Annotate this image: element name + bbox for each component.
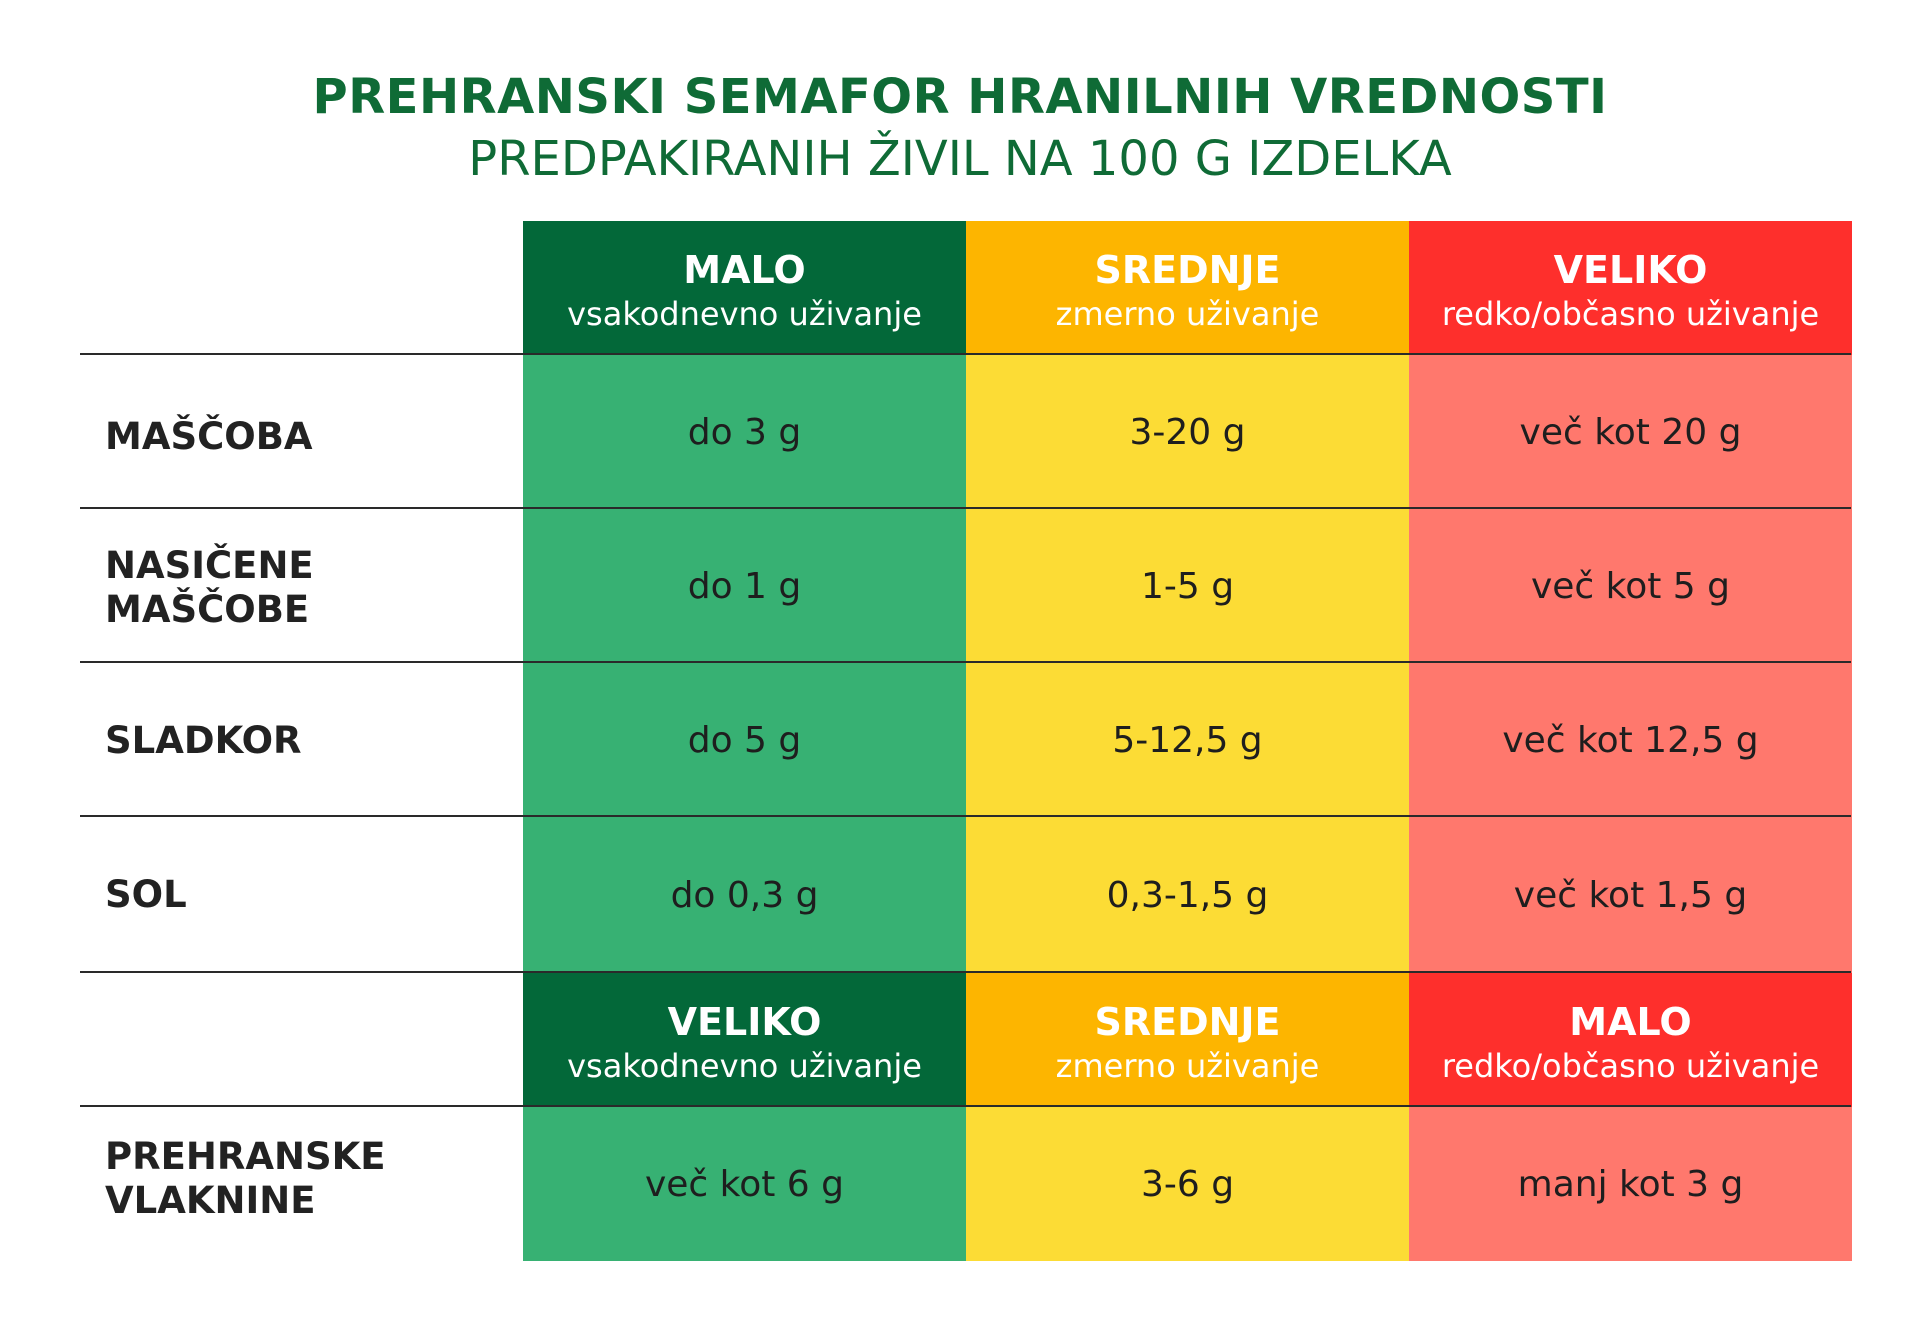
row-label-saturated-fat: NASIČENE MAŠČOBE <box>105 544 314 631</box>
cell-fiber-high: več kot 6 g <box>644 1163 845 1205</box>
header-top-high-level: VELIKO <box>1553 248 1708 292</box>
row-label-fiber: PREHRANSKE VLAKNINE <box>105 1135 386 1222</box>
cell-saturated-high: več kot 5 g <box>1530 565 1731 607</box>
divider-line <box>80 661 1851 663</box>
cell-sugar-low: do 5 g <box>687 719 802 761</box>
header-bottom-medium-level: SREDNJE <box>1094 1000 1281 1044</box>
header-top-high-sub: redko/občasno uživanje <box>1441 295 1820 333</box>
cell-saturated-medium: 1-5 g <box>1140 565 1235 607</box>
header-top-medium-level: SREDNJE <box>1094 248 1281 292</box>
cell-sugar-high: več kot 12,5 g <box>1502 719 1759 761</box>
header-top-low-level: MALO <box>683 248 806 292</box>
divider-line <box>80 507 1851 509</box>
row-label-fat: MAŠČOBA <box>105 415 313 458</box>
divider-line <box>80 971 1851 973</box>
cell-salt-low: do 0,3 g <box>670 874 819 916</box>
header-bottom-high-sub: vsakodnevno uživanje <box>567 1047 922 1085</box>
cell-fat-medium: 3-20 g <box>1129 411 1246 453</box>
cell-fat-high: več kot 20 g <box>1519 411 1742 453</box>
header-bottom-high <box>523 973 966 1107</box>
chart-subtitle: PREDPAKIRANIH ŽIVIL NA 100 G IZDELKA <box>468 131 1452 187</box>
cell-fiber-low: manj kot 3 g <box>1517 1163 1744 1205</box>
header-bottom-medium-sub: zmerno uživanje <box>1055 1047 1320 1085</box>
cell-fiber-medium: 3-6 g <box>1140 1163 1235 1205</box>
header-top-medium <box>966 221 1409 355</box>
cell-salt-medium: 0,3-1,5 g <box>1106 874 1269 916</box>
row-label-salt: SOL <box>105 873 187 916</box>
header-bottom-low-level: MALO <box>1569 1000 1692 1044</box>
header-bottom-low-sub: redko/občasno uživanje <box>1441 1047 1820 1085</box>
title-block <box>0 66 1920 190</box>
cell-salt-high: več kot 1,5 g <box>1513 874 1748 916</box>
divider-line <box>80 815 1851 817</box>
row-label-sugar: SLADKOR <box>105 719 302 762</box>
chart-title: PREHRANSKI SEMAFOR HRANILNIH VREDNOSTI <box>312 69 1608 125</box>
header-top-medium-sub: zmerno uživanje <box>1055 295 1320 333</box>
cell-saturated-low: do 1 g <box>687 565 802 607</box>
header-top-low <box>523 221 966 355</box>
header-bottom-high-level: VELIKO <box>667 1000 822 1044</box>
header-top-low-sub: vsakodnevno uživanje <box>567 295 922 333</box>
header-top-high <box>1409 221 1852 355</box>
divider-line <box>80 353 1851 355</box>
header-bottom-low <box>1409 973 1852 1107</box>
cell-fat-low: do 3 g <box>687 411 802 453</box>
header-bottom-medium <box>966 973 1409 1107</box>
cell-sugar-medium: 5-12,5 g <box>1112 719 1263 761</box>
divider-line <box>80 1105 1851 1107</box>
